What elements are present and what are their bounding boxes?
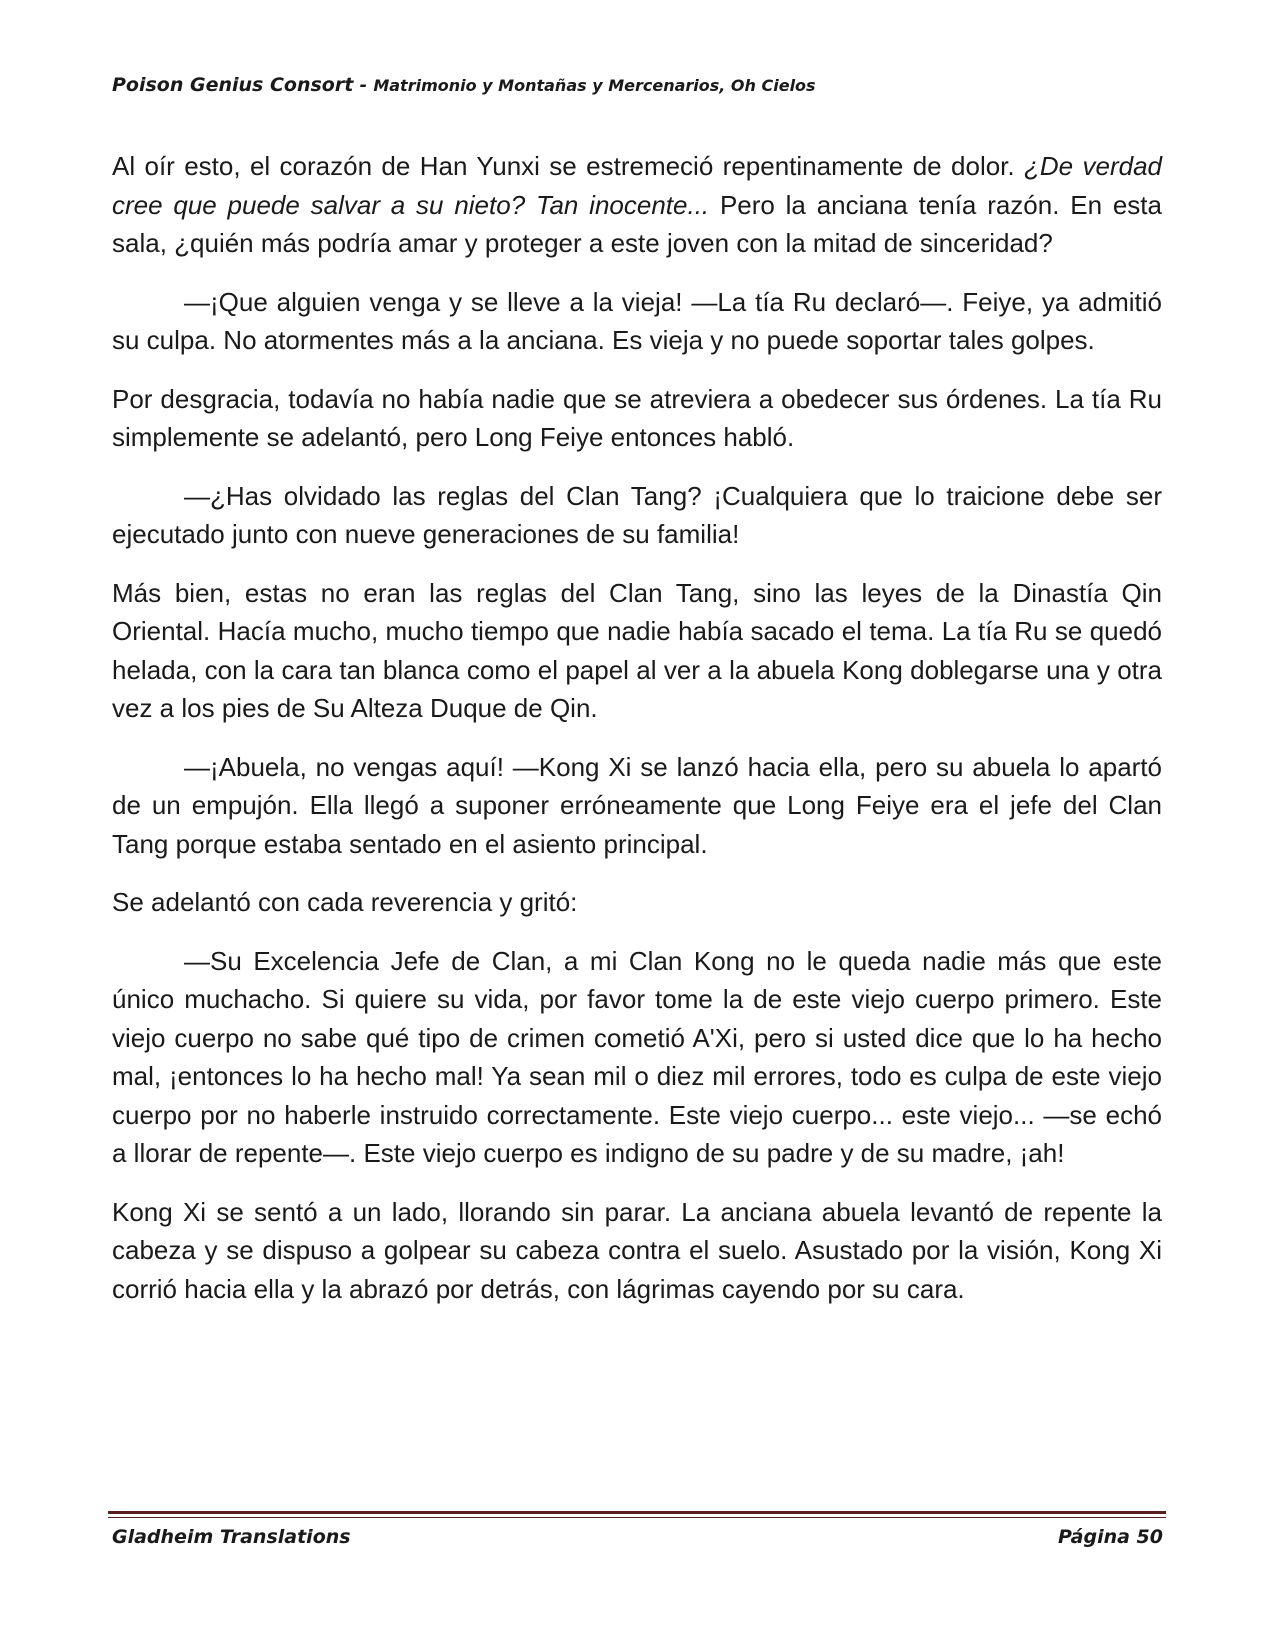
paragraph-8: —Su Excelencia Jefe de Clan, a mi Clan Kong no le queda nadie más que este único muchacho. Si quiere su vida, por favor tome la de este viejo cuerpo primero. Este viejo cuerpo no sabe qué tipo de crimen cometió A'Xi, pero si usted dice que lo ha hecho mal, ¡entonces lo ha hecho mal! Ya sean mil o diez mil errores, todo es culpa de este viejo cuerpo por no haberle instruido correctamente. Este viejo cuerpo... este viejo... —se echó a llorar de repente—. Este viejo cuerpo es indigno de su padre y de su madre, ¡ah! xyxy=(112,945,1162,1168)
running-header xyxy=(112,74,1162,96)
paragraph-2: —¡Que alguien venga y se lleve a la vieja! —La tía Ru declaró—. Feiye, ya admitió su culpa. No atormentes más a la anciana. Es vieja y no puede soportar tales golpes. xyxy=(112,286,1162,355)
page-number: Página 50 xyxy=(1057,1526,1163,1548)
footer-divider-thin xyxy=(108,1517,1166,1518)
footer-credit: Gladheim Translations xyxy=(112,1526,351,1548)
chapter-title: Matrimonio y Montañas y Mercenarios, Oh Cielos xyxy=(373,76,816,95)
paragraph-1-text: Al oír esto, el corazón de Han Yunxi se estremeció repentinamente de dolor. xyxy=(112,151,1024,181)
header-separator: - xyxy=(353,75,374,96)
paragraph-1-italic: ¿De verdad cree que puede salvar a su nieto? Tan inocente... xyxy=(112,151,1162,220)
paragraph-7: Se adelantó con cada reverencia y gritó: xyxy=(112,887,578,917)
paragraph-1-text-after: Pero la anciana tenía razón. En esta sala, ¿quién más podría amar y proteger a este joven con la mitad de sinceridad? xyxy=(112,189,1162,258)
footer-divider-thick xyxy=(108,1511,1166,1514)
paragraph-3: Por desgracia, todavía no había nadie que se atreviera a obedecer sus órdenes. La tía Ru simplemente se adelantó, pero Long Feiye entonces habló. xyxy=(112,383,1162,452)
paragraph-9: Kong Xi se sentó a un lado, llorando sin parar. La anciana abuela levantó de repente la cabeza y se dispuso a golpear su cabeza contra el suelo. Asustado por la visión, Kong Xi corrió hacia ella y la abrazó por detrás, con lágrimas cayendo por su cara. xyxy=(112,1196,1162,1304)
book-title: Poison Genius Consort xyxy=(112,74,354,96)
footer-divider xyxy=(108,1511,1166,1521)
page-body xyxy=(112,147,1162,1328)
paragraph-6: —¡Abuela, no vengas aquí! —Kong Xi se lanzó hacia ella, pero su abuela lo apartó de un empujón. Ella llegó a suponer erróneamente que Long Feiye era el jefe del Clan Tang porque estaba sentado en el asiento principal. xyxy=(112,751,1162,859)
paragraph-1 xyxy=(112,147,1162,263)
paragraph-4: —¿Has olvidado las reglas del Clan Tang? ¡Cualquiera que lo traicione debe ser ejecutado junto con nueve generaciones de su familia! xyxy=(112,480,1162,549)
paragraph-5: Más bien, estas no eran las reglas del Clan Tang, sino las leyes de la Dinastía Qin Oriental. Hacía mucho, mucho tiempo que nadie había sacado el tema. La tía Ru se quedó helada, con la cara tan blanca como el papel al ver a la abuela Kong doblegarse una y otra vez a los pies de Su Alteza Duque de Qin. xyxy=(112,577,1162,723)
